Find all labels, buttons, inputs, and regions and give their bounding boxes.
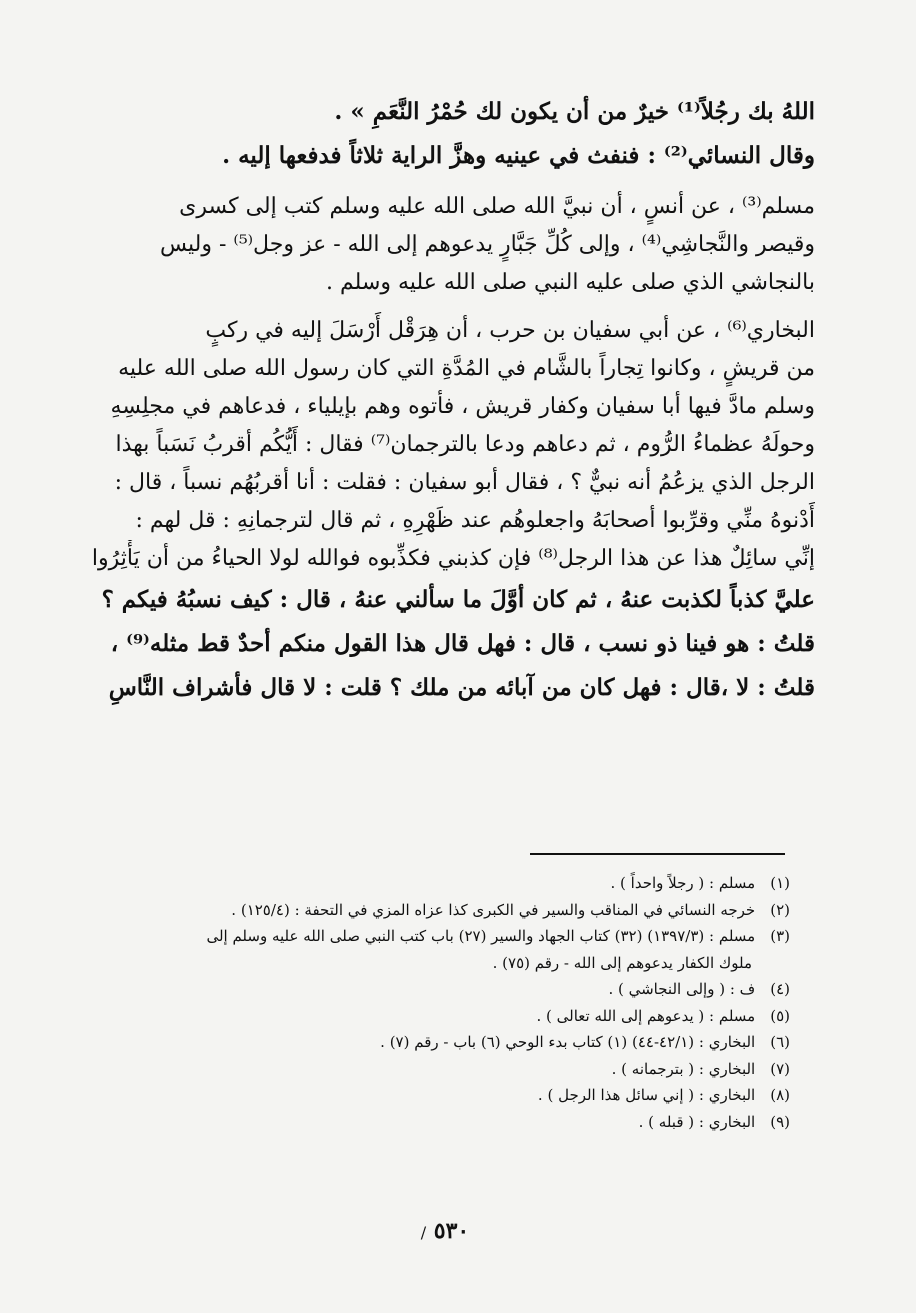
main-text [85, 90, 815, 710]
footnote-number: (٣) [770, 927, 790, 945]
footnote-number: (٩) [770, 1112, 790, 1131]
text-line-7: من قريشٍ ، وكانوا تِجاراً بالشَّام في المُدَّةِ التي كان رسول الله صلى الله عليه [118, 356, 815, 381]
text-line-14: قلتُ : هو فينا ذو نسب ، قال : فهل قال هذا القول منكم أحدٌ قط مثله⁽⁹⁾ ، [110, 630, 815, 657]
text-line-6: البخاري⁽⁶⁾ ، عن أبي سفيان بن حرب ، أن هِرَقْل أَرْسَلَ إليه في ركبٍ [205, 318, 815, 343]
text-line-12: إنِّي سائِلٌ هذا عن هذا الرجل⁽⁸⁾ فإن كذبني فكذِّبوه فوالله لولا الحياءُ من أن يَأْثِرُوا [91, 546, 815, 571]
footnote-number: (٧) [770, 1059, 790, 1078]
text-line-5: بالنجاشي الذي صلى عليه النبي صلى الله عليه وسلم . [326, 270, 815, 295]
footnote-7 [90, 1056, 790, 1083]
footnote-text: مسلم : (١٣٩٧/٣) (٣٢) كتاب الجهاد والسير (٢٧) باب كتب النبي صلى الله عليه وسلم إلى [206, 927, 756, 945]
footnote-8 [90, 1082, 790, 1109]
footnote-text: البخاري : (٤٢/١-٤٤) (١) كتاب بدء الوحي (٦) باب - رقم (٧) . [380, 1033, 756, 1051]
text-line-15: قلتُ : لا ،قال : فهل كان من آبائه من ملك ؟ قلت : لا قال فأشراف النَّاسِ [108, 674, 815, 701]
footnote-text: خرجه النسائي في المناقب والسير في الكبرى كذا عزاه المزي في التحفة : (١٢٥/٤) . [231, 900, 756, 919]
page-number [380, 1218, 500, 1244]
footnote-text: مسلم : ( يدعوهم إلى الله تعالى ) . [536, 1006, 756, 1025]
footnote-4 [90, 976, 790, 1003]
footnote-5 [90, 1003, 790, 1030]
footnote-divider [530, 853, 785, 855]
text-line-9: وحولَهُ عظماءُ الرُّوم ، ثم دعاهم ودعا بالترجمان⁽⁷⁾ فقال : أَيُّكُم أقربُ نَسَباً بهذا [115, 432, 815, 457]
footnote-1 [90, 870, 790, 897]
footnote-6 [90, 1029, 790, 1056]
page-mark: / [420, 1223, 427, 1242]
text-line-8: وسلم مادَّ فيها أبا سفيان وكفار قريش ، فأتوه وهم بإيلياء ، فدعاهم في مجلِسِهِ [110, 394, 815, 419]
footnote-number: (٨) [770, 1086, 790, 1104]
footnote-text: ف : ( وإلى النجاشي ) . [608, 980, 756, 998]
text-line-11: أَدْنوهُ منِّي وقرِّبوا أصحابَهُ واجعلوهُم عند ظَهْرِهِ ، ثم قال لترجمانِهِ : قل لهم : [135, 508, 815, 533]
text-line-13: عليَّ كذباً لكذبت عنهُ ، ثم كان أوَّلَ ما سألني عنهُ ، قال : كيف نسبُهُ فيكم ؟ [101, 586, 815, 613]
footnote-3 [90, 923, 790, 950]
footnote-number: (٢) [770, 900, 790, 919]
footnote-9 [90, 1109, 790, 1136]
text-line-1: اللهُ بك رجُلاً⁽¹⁾ خيرٌ من أن يكون لك حُمْرُ النَّعَمِ » . [334, 98, 815, 125]
footnote-text: ملوك الكفار يدعوهم إلى الله - رقم (٧٥) . [492, 953, 752, 972]
footnotes [90, 870, 790, 1135]
footnote-number: (١) [770, 874, 790, 892]
text-line-3: مسلم⁽³⁾ ، عن أنسٍ ، أن نبيَّ الله صلى الله عليه وسلم كتب إلى كسرى [179, 194, 815, 219]
page-number-value: ٥٣٠ [433, 1218, 470, 1244]
footnote-text: البخاري : ( بترجمانه ) . [611, 1059, 756, 1078]
text-line-2: وقال النسائي⁽²⁾ : فنفث في عينيه وهزَّ الراية ثلاثاً فدفعها إليه . [222, 142, 815, 169]
footnote-3-continued [90, 950, 790, 977]
text-line-4: وقيصر والنَّجاشِي⁽⁴⁾ ، وإلى كُلِّ جَبَّارٍ يدعوهم إلى الله - عز وجل⁽⁵⁾ - وليس [159, 232, 815, 257]
footnote-text: البخاري : ( إني سائل هذا الرجل ) . [537, 1086, 756, 1104]
footnote-number: (٦) [770, 1033, 790, 1051]
footnote-2 [90, 897, 790, 924]
footnote-text: البخاري : ( قبله ) . [638, 1112, 756, 1131]
footnote-number: (٥) [770, 1006, 790, 1025]
footnote-text: مسلم : ( رجلاً واحداً ) . [610, 874, 756, 892]
footnote-number: (٤) [770, 980, 790, 998]
text-line-10: الرجل الذي يزعُمُ أنه نبيٌّ ؟ ، فقال أبو سفيان : فقلت : أنا أقربُهُم نسباً ، قال : [114, 470, 815, 495]
